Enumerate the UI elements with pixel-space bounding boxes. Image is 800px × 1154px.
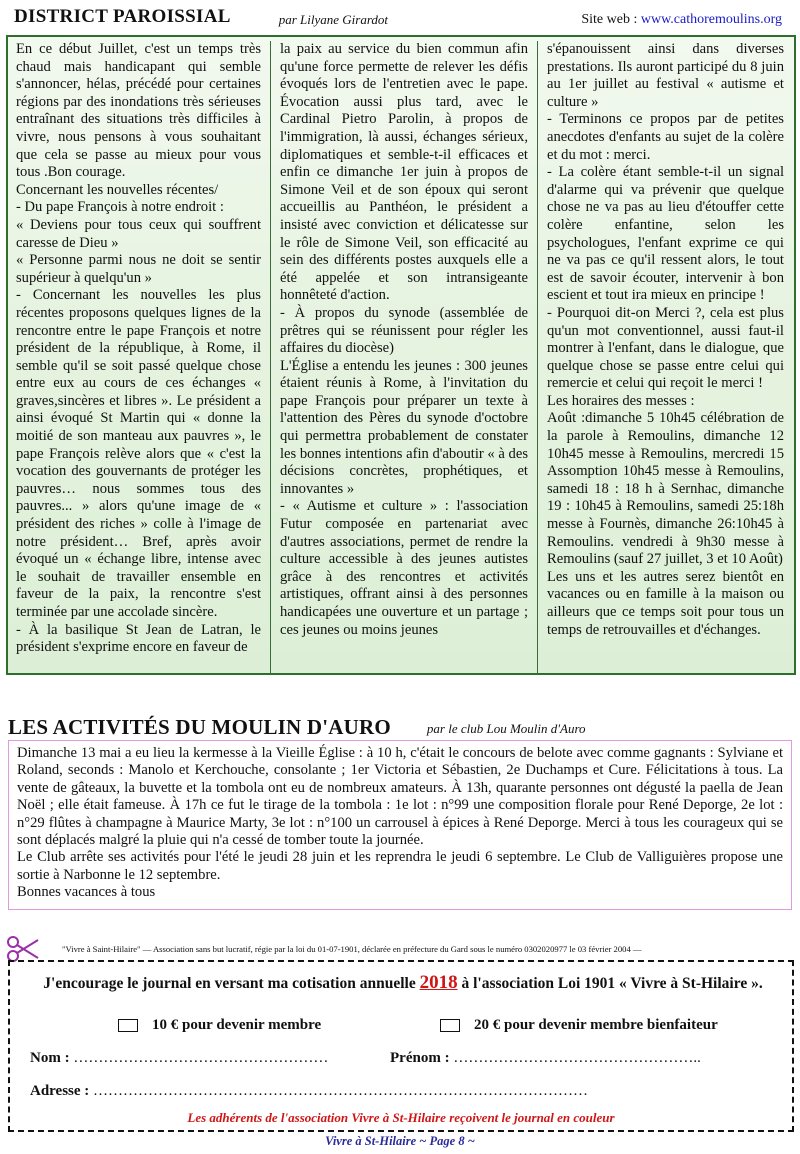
paragraph: - À la basilique St Jean de Latran, le président s'exprime encore en faveur de xyxy=(16,621,261,656)
activites-author: par le club Lou Moulin d'Auro xyxy=(426,721,586,736)
option-membre[interactable] xyxy=(118,1017,321,1034)
checkbox-membre[interactable] xyxy=(118,1019,138,1032)
paroisse-box xyxy=(6,35,796,675)
prenom-field[interactable] xyxy=(390,1050,701,1067)
site-label: Site web : xyxy=(581,12,641,27)
option-bienfaiteur[interactable] xyxy=(440,1017,718,1034)
paragraph: - Pourquoi dit-on Merci ?, cela est plus qu'un mot conventionnel, aussi faut-il montrer à l'enfant, dans le dialogue, que quelque chose se passe entre celui qui remercie et celui qui reçoit le merci ! xyxy=(547,304,784,392)
membership-options xyxy=(10,1017,792,1037)
quote: « Personne parmi nous ne doit se sentir supérieur à quelqu'un » xyxy=(16,252,261,286)
paroisse-column-1 xyxy=(16,41,271,673)
prenom-dots: ………………………………………….. xyxy=(453,1050,701,1066)
activites-header xyxy=(8,712,792,740)
section-author: par Lilyane Girardot xyxy=(278,12,389,27)
checkbox-bienfaiteur[interactable] xyxy=(440,1019,460,1032)
paragraph: L'Église a entendu les jeunes : 300 jeunes étaient réunis à Rome, à l'invitation du pape François pour préparer un texte à l'attention des Pères du synode d'octobre qui permettra probablement de constater les bonnes intentions afin d'aboutir « à des décisions concrètes, prophétiques, et innovantes » xyxy=(280,357,528,497)
prenom-label: Prénom : xyxy=(390,1050,454,1066)
coupon-heading xyxy=(28,972,778,994)
mass-schedule: Août :dimanche 5 10h45 célébration de la parole à Remoulins, dimanche 12 10h45 messe à Remoulins, mercredi 15 Assomption 10h45 messe à Remoulins, samedi 18 : 18 h à Sernhac, dimanche 19 : 10h45 à Remoulins, samedi 25:18h messe à Fournès, dimanche 26:10h45 à Remoulins. vendredi à 9h30 messe à Remoulins (sauf 27 juillet, 3 et 10 Août) xyxy=(547,410,784,568)
nom-label: Nom : xyxy=(30,1050,74,1066)
paragraph: s'épanouissent ainsi dans diverses prestations. Ils auront participé du 8 juin au 1er juillet au festival « autisme et culture » xyxy=(547,41,784,110)
paragraph: - À propos du synode (assemblée de prêtres qui se réunissent pour régler les affaires du diocèse) xyxy=(280,304,528,357)
paragraph: - Concernant les nouvelles les plus récentes proposons quelques lignes de la rencontre entre le pape François et notre président de la république, à Rome, il semble qu'il se soit passé quelque chose entre eux au cours de ces échanges « graves,sincères et libres ». Le président a ainsi évoqué St Martin qui « donne la moitié de son manteau aux pauvres », le pape François relève alors que « c'est la vocation des gouvernants de protéger les pauvres… nous sommes tous des pauvres... » alors qu'une image de « président des riches » colle à l'image de notre président… Bref, après avoir évoqué un « échange libre, intense avec le souhait de travailler ensemble en faveur de la paix, la rencontre s'est terminée par une accolade sincère. xyxy=(16,287,261,620)
coupon-note: Les adhérents de l'association Vivre à St-Hilaire reçoivent le journal en couleur xyxy=(187,1110,615,1125)
association-legal-line: "Vivre à Saint-Hilaire" — Association sans but lucratif, régie par la loi du 01-07-1901, déclarée en préfecture du Gard sous le numéro 0302020977 le 03 février 2004 — xyxy=(62,944,642,954)
coupon-heading-text: J'encourage le journal en versant ma cotisation annuelle xyxy=(43,975,420,992)
site-web xyxy=(581,12,782,28)
adresse-label: Adresse : xyxy=(30,1083,94,1099)
section-header xyxy=(0,0,800,34)
paragraph: - Du pape François à notre endroit : xyxy=(16,199,224,216)
mass-schedule-heading: Les horaires des messes : xyxy=(547,392,695,409)
paragraph: Dimanche 13 mai a eu lieu la kermesse à la Vieille Église : à 10 h, c'était le concours de belote avec comme gagnants : Sylviane et Roland, seconds : Manolo et Kerchouche, consolante ; 1er Victoria et Sébastien, 2e Duchamps et Cure. Félicitations à tous. La vente de gâteaux, la buvette et la tombola ont eu de nombreux amateurs. À 13h, quarante personnes ont dégusté la paella de Jean Noël ; elle était fameuse. À 17h ce fut le tirage de la tombola : 1e lot : n°99 une composition florale pour René Deporge, 2e lot : n°29 flûtes à champagne à Maurice Marty, 3e lot : n°100 un carrousel à épices à René Deporge. Merci à tous les courageux qui se sont déplacés malgré la pluie qui n'a cessé de tomber toute la journée. xyxy=(17,745,783,849)
paragraph: - La colère étant semble-t-il un signal d'alarme qui va prévenir que quelque chose ne va pas au lieu d'étouffer cette colère enfantine, selon les psychologues, l'enfant exprime ce qui ne va pas ce qu'il ressent alors, le tout est de savoir écouter, intervenir à bon escient et tout ira mieux en principe ! xyxy=(547,164,784,304)
page-footer: Vivre à St-Hilaire ~ Page 8 ~ xyxy=(325,1134,475,1148)
paragraph: - Terminons ce propos par de petites anecdotes d'enfants au sujet de la colère et du mot : merci. xyxy=(547,111,784,163)
paroisse-column-3 xyxy=(538,41,784,673)
paragraph: En ce début Juillet, c'est un temps très chaud mais handicapant qui semble s'annoncer, hélas, précédé pour certaines régions par des inondations très sérieuses entraînant des situations très difficiles à vivre, nous pensons à vous souhaitant que cela se passe au mieux pour vous tous .Bon courage. xyxy=(16,41,261,181)
section-title: DISTRICT PAROISSIAL xyxy=(14,6,231,27)
coupon-heading-text-end: à l'association Loi 1901 « Vivre à St-Hilaire ». xyxy=(457,975,763,992)
site-url-link[interactable]: www.cathoremoulins.org xyxy=(640,12,782,27)
nom-field[interactable] xyxy=(30,1050,328,1067)
option-bienfaiteur-label: 20 € pour devenir membre bienfaiteur xyxy=(474,1017,718,1033)
paragraph: - « Autisme et culture » : l'association Futur composée en partenariat avec d'autres associations, permet de rendre la culture accessible à des jeunes autistes grâce à des rencontres et activités artistiques, offrant ainsi à des personnes handicapées une ouverture et un partage ; ces jeunes ou moins jeunes xyxy=(280,498,528,638)
paragraph: Le Club arrête ses activités pour l'été le jeudi 28 juin et les reprendra le jeudi 6 septembre. Le Club de Valliguières propose une sortie à Narbonne le 12 septembre. xyxy=(17,849,783,883)
paragraph: Bonnes vacances à tous xyxy=(17,884,156,901)
adresse-field[interactable] xyxy=(30,1083,770,1100)
option-membre-label: 10 € pour devenir membre xyxy=(152,1017,322,1033)
nom-dots: …………………………………………… xyxy=(73,1050,329,1066)
membership-coupon xyxy=(8,960,794,1132)
paragraph: Concernant les nouvelles récentes/ xyxy=(16,181,219,198)
activites-box xyxy=(8,740,792,910)
adresse-dots: ……………………………………………………………………………………… xyxy=(93,1083,589,1099)
coupon-year: 2018 xyxy=(419,972,458,993)
paroisse-column-2 xyxy=(271,41,538,673)
paragraph: la paix au service du bien commun afin qu'une force permette de relever les défis évoqués lors de l'entretien avec le pape. Évocation aussi plus tard, avec le Cardinal Pietro Parolin, à propos de l'immigration, là aussi, échanges sérieux, diplomatiques et semble-t-il efficaces et enfin ce dimanche 1er juin à propos de Simone Veil et de son époux qui seront accueillis au Panthéon, le président a insisté avec conviction et délicatesse sur le rôle de Simone Veil, son efficacité au sein des différents postes auxquels elle a été appelée et son intransigeante honnêteté d'action. xyxy=(280,41,528,304)
quote: « Deviens pour tous ceux qui souffrent caresse de Dieu » xyxy=(16,216,261,251)
paragraph: Les uns et les autres serez bientôt en vacances ou en famille à la maison ou ailleurs que ce temps soit pour tous un temps de retrouvailles et d'échanges. xyxy=(547,568,784,638)
activites-title: LES ACTIVITÉS DU MOULIN D'AURO xyxy=(8,715,391,739)
